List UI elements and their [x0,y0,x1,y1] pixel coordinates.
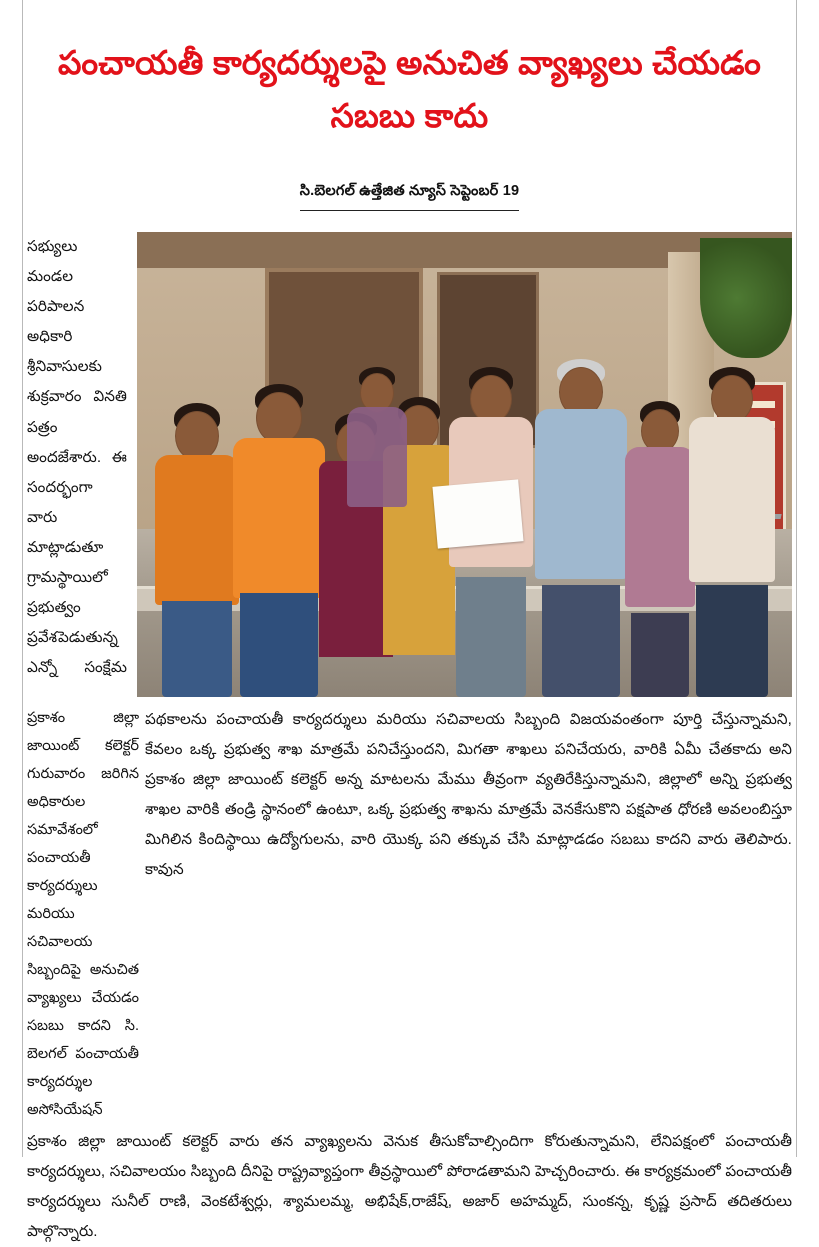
article-photo [137,232,792,697]
left-column-rule [22,0,23,1157]
photo-foliage [700,238,792,358]
article-tail-paragraph: ప్రకాశం జిల్లా జాయింట్ కలెక్టర్ వారు తన వ్యాఖ్యలను వెనుక తీసుకోవాల్సిందిగా కోరుతున్నామని, లేనిపక్షంలో పంచాయతీ కార్యదర్శులు, సచివాలయం సిబ్బంది దీనిపై రాష్ట్రవ్యాప్తంగా తీవ్రస్థాయిలో పోరాడతామని హెచ్చరించారు. ఈ కార్యక్రమంలో పంచాయతీ కార్యదర్శులు సునీల్ రాణి, వెంకటేశ్వర్లు, శ్యామలమ్మ, అభిషేక్,రాజేష్, అజార్ అహమ్మద్, సుంకన్న, కృష్ణ ప్రసాద్ తదితరులు పాల్గొన్నారు. [27,1132,792,1241]
right-column-rule [796,0,797,1157]
photo-person [155,397,239,697]
photo-person [535,357,627,697]
byline-container [0,182,819,211]
photo-person [689,367,775,697]
article-body-paragraph: సభ్యులు మండల పరిపాలన అధికారి శ్రీనివాసులకు శుక్రవారం వినతి పత్రం అందజేశారు. ఈ సందర్భంగా వారు మాట్లాడుతూ గ్రామస్థాయిలో ప్రభుత్వం ప్రవేశపెడుతున్న ఎన్నో సంక్షేమ పథకాలను పంచాయతీ కార్యదర్శులు మరియు సచివాలయ సిబ్బంది విజయవంతంగా పూర్తి చేస్తున్నామని, కేవలం ఒక్క ప్రభుత్వ శాఖ మాత్రమే పనిచేస్తుందని, మిగతా శాఖలు పనిచేయరు, వారికి ఏమీ చేతకాదు అని ప్రకాశం జిల్లా జాయింట్ కలెక్టర్ అన్న మాటలను మేము తీవ్రంగా వ్యతిరేకిస్తున్నామని, జిల్లాలో అన్ని ప్రభుత్వ శాఖల వారికి తండ్రి స్థానంలో ఉంటూ, ఒక్క ప్రభుత్వ శాఖను మాత్రమే వెనకేసుకొని పక్షపాత ధోరణి అవలంబిస్తూ మిగిలిన కిందిస్థాయి ఉద్యోగులను, వారి యొక్క పని తక్కువ చేసి మాట్లాడడం సబబు కాదని వారు తెలిపారు. కావున [27,238,792,879]
article-byline: సి.బెలగల్ ఉత్తేజిత న్యూస్ సెప్టెంబర్ 19 [300,183,519,211]
photo-person [233,382,325,697]
article-headline: పంచాయతీ కార్యదర్శులపై అనుచిత వ్యాఖ్యలు చేయడం సబబు కాదు [57,44,762,135]
photo-person [347,337,407,697]
article-content [27,232,792,1247]
article-intro-column: ప్రకాశం జిల్లా జాయింట్ కలెక్టర్ గురువారం జరిగిన అధికారుల సమావేశంలో పంచాయతీ కార్యదర్శులు మరియు సచివాలయ సిబ్బందిపై అనుచిత వ్యాఖ్యలు చేయడం సబబు కాదని సి. బెలగల్ పంచాయతీ కార్యదర్శుల అసోసియేషన్ [27,710,139,1118]
photo-petition-paper [432,479,523,548]
photo-person [625,397,695,697]
